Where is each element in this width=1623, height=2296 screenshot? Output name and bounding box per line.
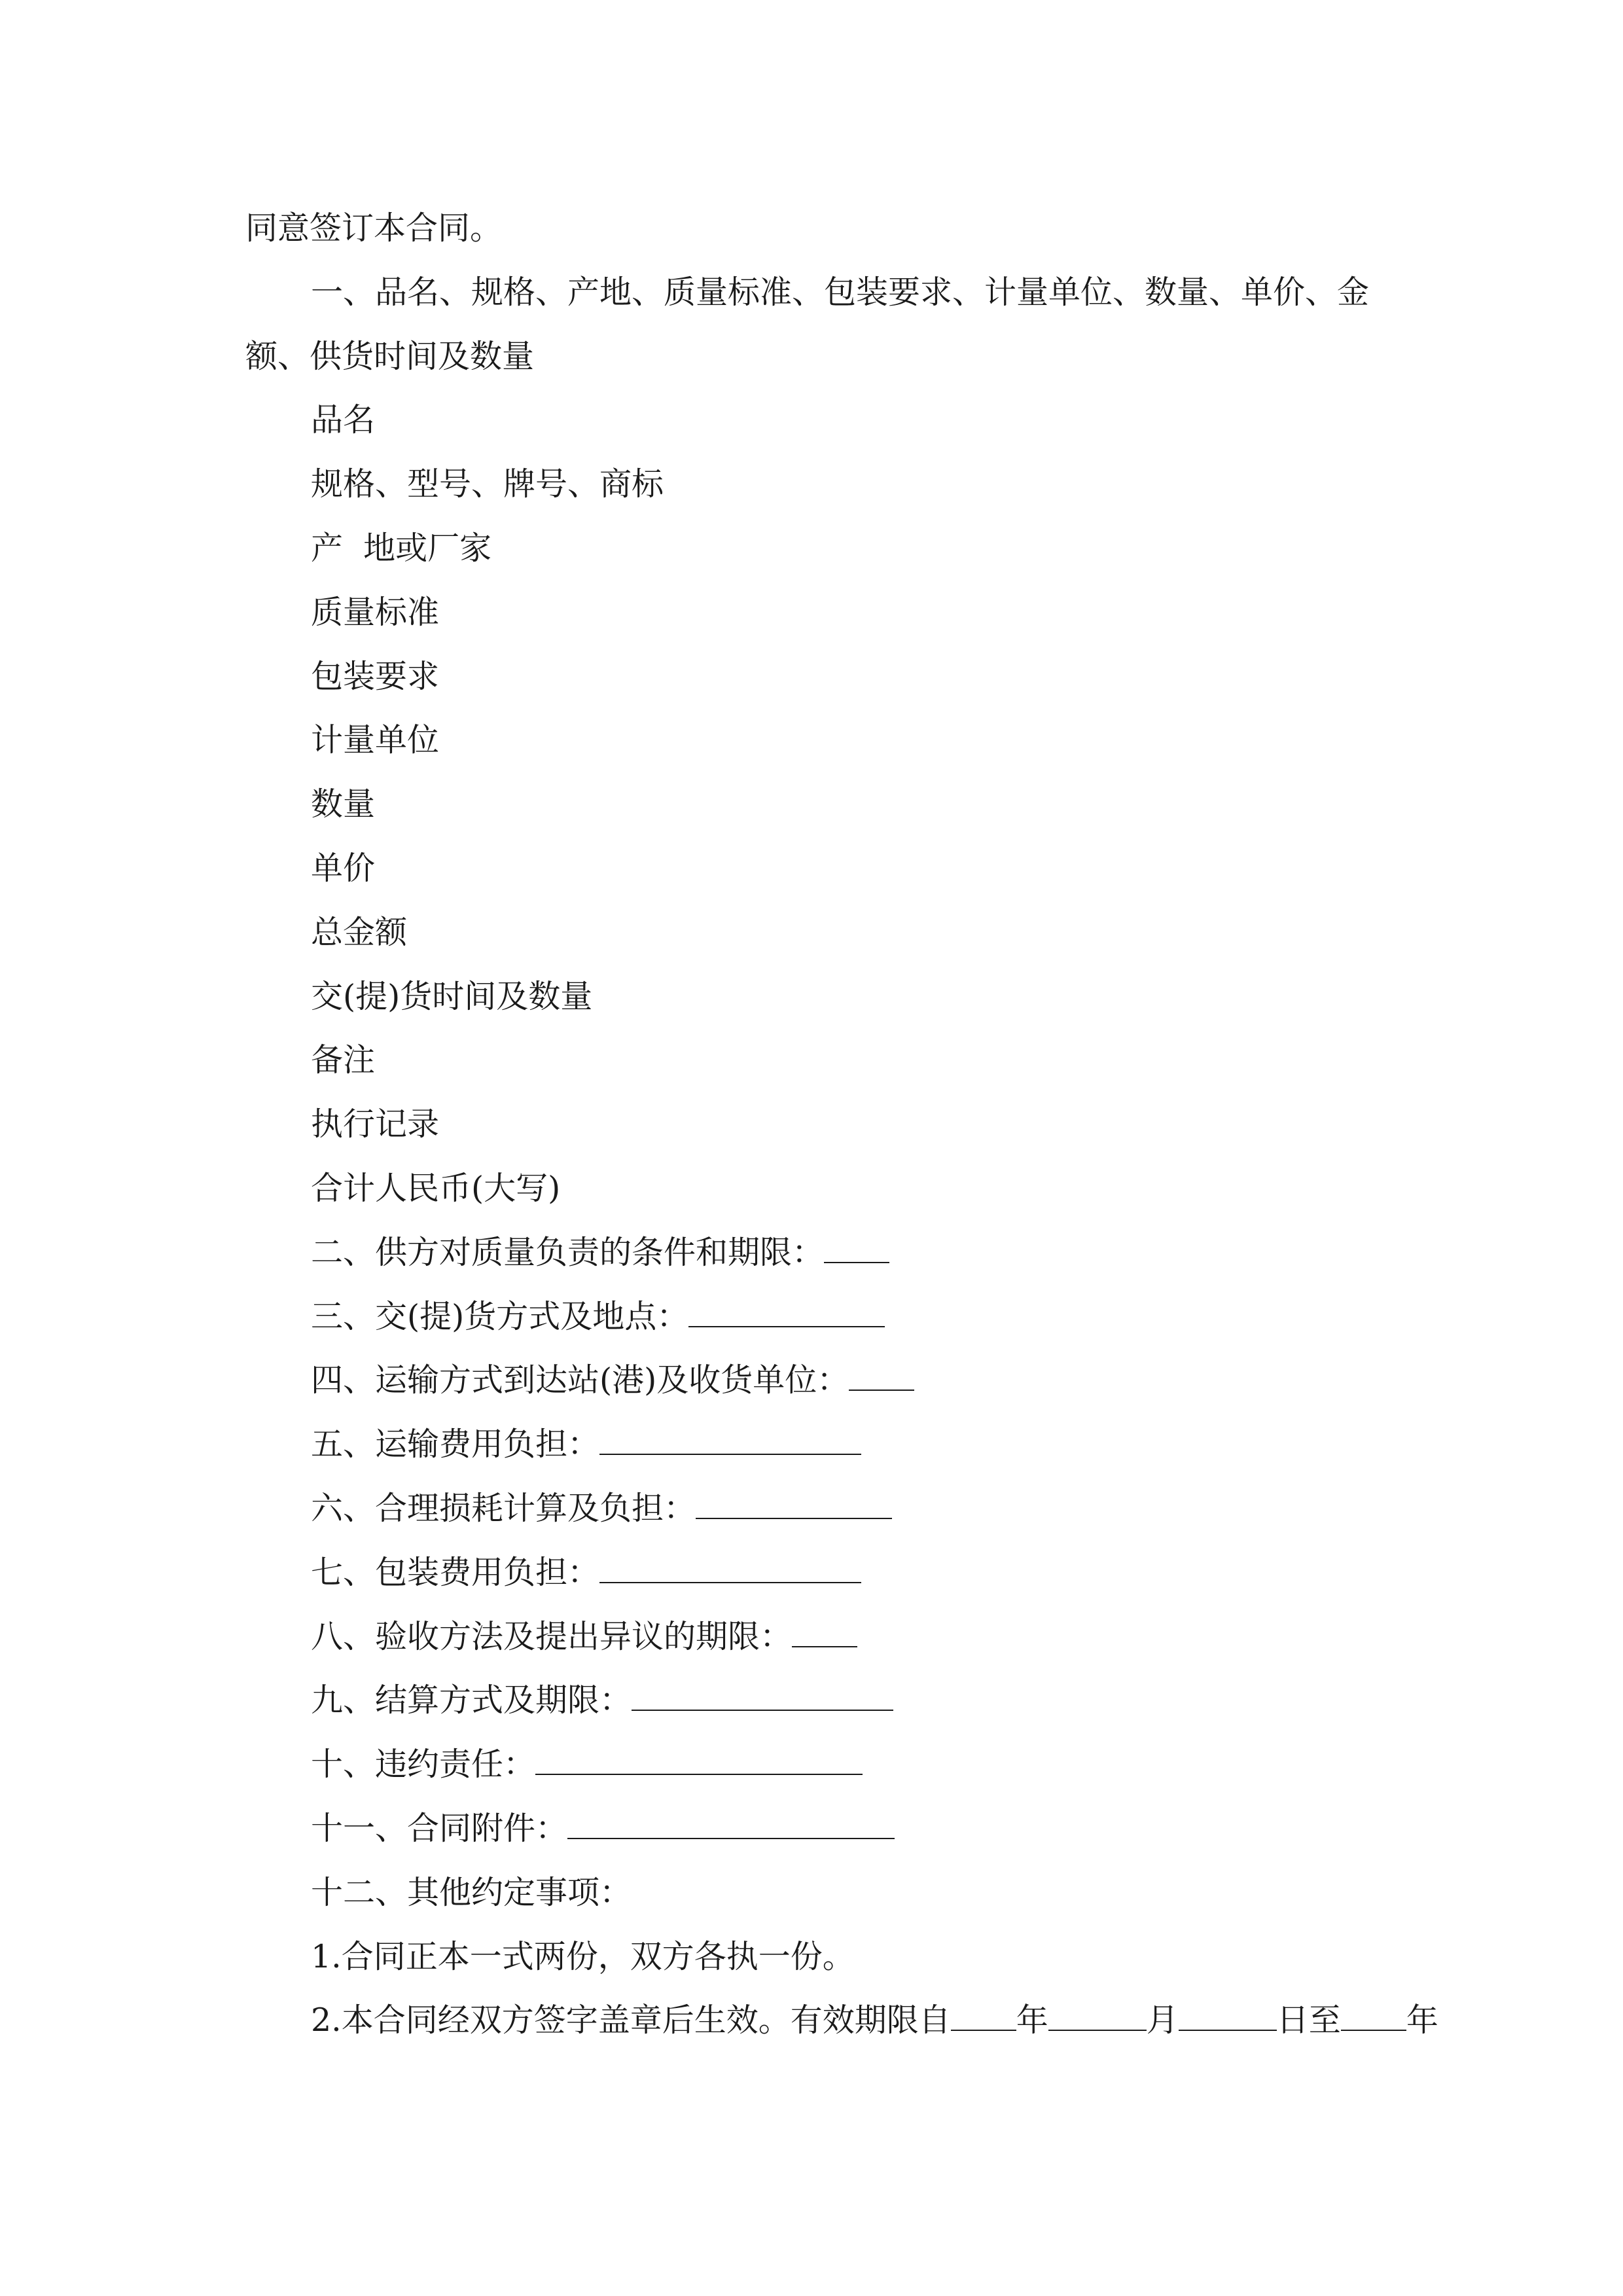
clause-11-text: 十一、合同附件： <box>311 1809 568 1847</box>
clause-9 <box>245 1668 1384 1732</box>
item-1: 1.合同正本一式两份，双方各执一份。 <box>311 1937 855 1975</box>
month-label: 月 <box>1146 2001 1179 2039</box>
clause-7-text: 七、包装费用负担： <box>311 1553 600 1591</box>
fill-blank[interactable] <box>535 1751 863 1775</box>
field-label-origin: 产 地或厂家 <box>311 529 492 567</box>
year2-label: 年 <box>1406 2001 1438 2039</box>
text-line: 一、品名、规格、产地、质量标准、包装要求、计量单位、数量、单价、金 <box>311 273 1370 311</box>
field-label-total: 总金额 <box>311 913 408 951</box>
clause-3-text: 三、交(提)货方式及地点： <box>311 1297 689 1335</box>
clause-7 <box>245 1541 1384 1605</box>
field-label-quantity: 数量 <box>311 785 376 823</box>
fill-blank[interactable] <box>849 1367 914 1391</box>
field-label-quality: 质量标准 <box>311 593 440 631</box>
field-label-delivery-time: 交(提)货时间及数量 <box>311 977 593 1015</box>
clause-2 <box>245 1221 1384 1285</box>
clause-5 <box>245 1412 1384 1477</box>
fill-blank[interactable] <box>567 1816 895 1839</box>
clause-2-text: 二、供方对质量负责的条件和期限： <box>311 1233 825 1271</box>
clause-9-text: 九、结算方式及期限： <box>311 1681 632 1719</box>
fill-blank[interactable] <box>599 1431 861 1455</box>
fill-blank-year2[interactable] <box>1341 2007 1406 2031</box>
fill-blank[interactable] <box>824 1240 889 1263</box>
fill-blank[interactable] <box>599 1560 861 1583</box>
field-label-execution-record: 执行记录 <box>311 1105 440 1143</box>
day-to-label: 日至 <box>1276 2001 1341 2039</box>
clause-3 <box>245 1285 1384 1349</box>
fill-blank[interactable] <box>688 1304 885 1327</box>
fill-blank-day[interactable] <box>1179 2007 1277 2031</box>
field-label-total-rmb: 合计人民币(大写) <box>311 1169 561 1207</box>
clause-4 <box>245 1348 1384 1412</box>
field-label-packaging: 包装要求 <box>311 657 440 695</box>
item-2 <box>245 1988 1438 2053</box>
field-label-product-name: 品名 <box>311 401 376 439</box>
clause-10-text: 十、违约责任： <box>311 1746 536 1784</box>
clause-8-text: 八、验收方法及提出异议的期限： <box>311 1617 793 1655</box>
field-label-unit: 计量单位 <box>311 721 440 759</box>
field-label-spec: 规格、型号、牌号、商标 <box>311 465 664 503</box>
clause-10 <box>245 1732 1384 1797</box>
fill-blank-year[interactable] <box>951 2007 1016 2031</box>
clause-12 <box>245 1861 1384 1925</box>
text-line: 额、供货时间及数量 <box>245 337 535 375</box>
clause-11 <box>245 1797 1384 1861</box>
fill-blank[interactable] <box>792 1624 857 1647</box>
field-label-remarks: 备注 <box>311 1041 376 1079</box>
year-label: 年 <box>1016 2001 1048 2039</box>
text-line: 同意签订本合同。 <box>245 209 503 247</box>
clause-6 <box>245 1477 1384 1541</box>
fill-blank-month[interactable] <box>1048 2007 1147 2031</box>
clause-6-text: 六、合理损耗计算及负担： <box>311 1489 696 1527</box>
clause-4-text: 四、运输方式到达站(港)及收货单位： <box>311 1361 849 1399</box>
document-body <box>245 196 1438 2053</box>
fill-blank[interactable] <box>696 1496 892 1519</box>
fill-blank[interactable] <box>632 1687 893 1711</box>
field-label-unit-price: 单价 <box>311 849 376 887</box>
clause-8 <box>245 1605 1384 1669</box>
clause-5-text: 五、运输费用负担： <box>311 1426 600 1463</box>
clause-12-text: 十二、其他约定事项： <box>311 1873 632 1911</box>
item-2-text: 2.本合同经双方签字盖章后生效。有效期限自 <box>311 2001 951 2039</box>
